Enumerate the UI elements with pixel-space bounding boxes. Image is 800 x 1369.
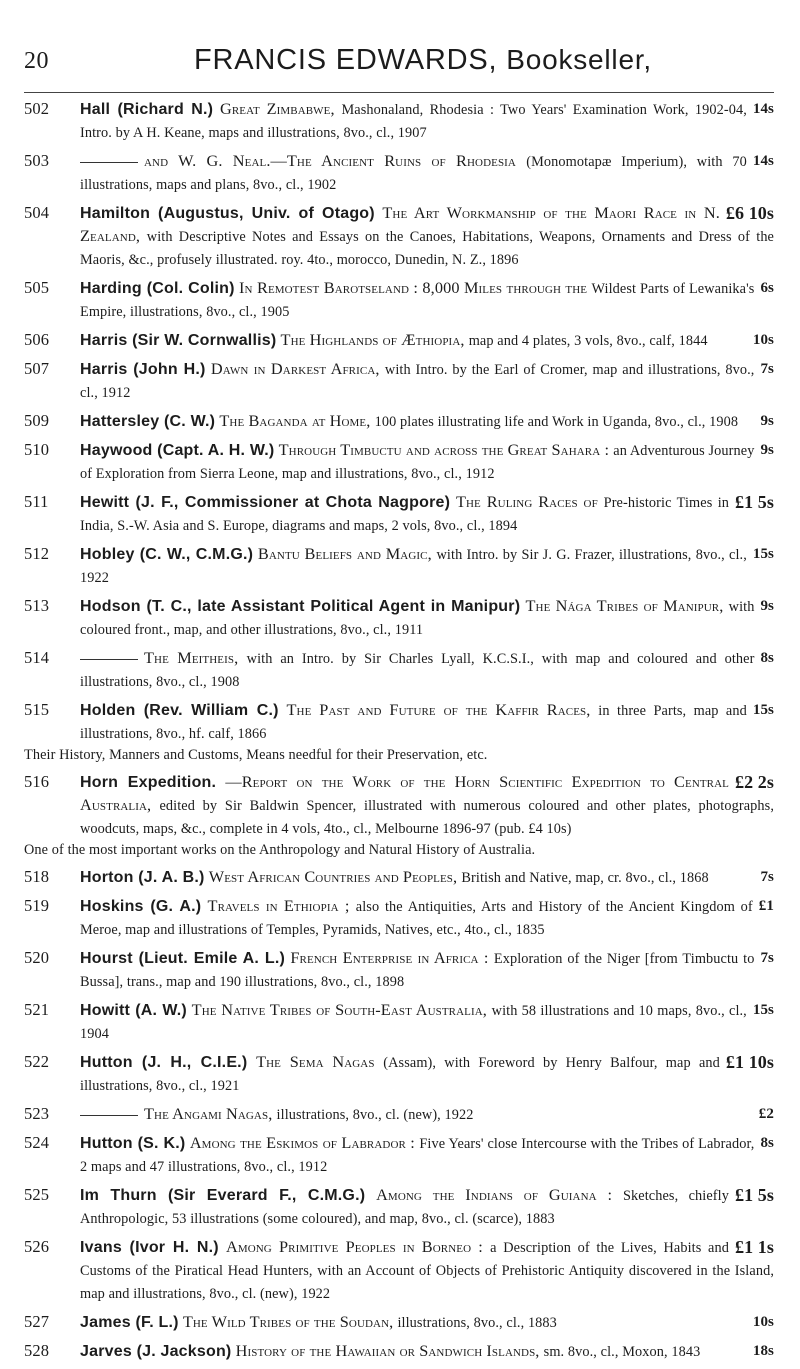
catalogue-entry <box>24 358 774 404</box>
entry-author: Horn Expedition. <box>80 774 217 791</box>
catalogue-entry <box>24 1340 774 1363</box>
entry-price: 7s <box>760 950 774 966</box>
catalogue-entry <box>24 98 774 144</box>
entry-description: sm. 8vo., cl., Moxon, 1843 <box>543 1344 701 1360</box>
entry-author: Harris (Sir W. Cornwallis) <box>80 332 277 349</box>
entry-number: 524 <box>24 1133 50 1152</box>
catalogue-entry <box>24 866 774 889</box>
entry-price: 18s <box>752 1343 774 1359</box>
catalogue-entry <box>24 895 774 941</box>
catalogue-entry <box>24 1103 774 1126</box>
entry-description: (Assam), with Foreword by Henry Balfour, map and illustrations, 8vo., cl., 1921 <box>80 1055 720 1094</box>
entry-author: Hewitt (J. F., Commissioner at Chota Nagpore) <box>80 494 451 511</box>
entry-price: 9s <box>760 442 774 458</box>
catalogue-entry <box>24 699 774 765</box>
catalogue-entry <box>24 1132 774 1178</box>
entry-title: The Wild Tribes of the Soudan, <box>182 1312 394 1331</box>
entry-title: The Native Tribes of South-East Australia, <box>191 1000 487 1019</box>
entry-number: 506 <box>24 330 50 349</box>
entry-description: with coloured front., map, and other illustrations, 8vo., cl., 1911 <box>80 599 755 638</box>
entry-description: Five Years' close Intercourse with the Tribes of Labrador, 2 maps and 47 illustrations, 8vo., cl., 1912 <box>80 1136 755 1175</box>
entry-description: a Description of the Lives, Habits and Customs of the Piratical Head Hunters, with an Account of Objects of Prehistoric Antiquity discovered in the Island, map and illustrations, 8vo., cl. (new), 1922 <box>80 1240 774 1302</box>
entry-body <box>80 1103 774 1126</box>
catalogue-entry <box>24 277 774 323</box>
entry-description: Sketches, chiefly Anthropologic, 53 illustrations (some coloured), and map, 8vo., cl. (scarce), 1883 <box>80 1188 729 1227</box>
entry-title: Travels in Ethiopia ; <box>207 896 350 915</box>
entry-author: Hutton (S. K.) <box>80 1135 186 1152</box>
catalogue-entry <box>24 150 774 196</box>
entry-description: Exploration of the Niger [from Timbuctu to Bussa], trans., map and 190 illustrations, 8vo., cl., 1898 <box>80 951 755 990</box>
page-header <box>24 44 774 84</box>
entry-body <box>80 98 774 144</box>
entry-number: 502 <box>24 99 50 118</box>
entry-body <box>80 277 774 323</box>
entry-title: History of the Hawaiian or Sandwich Islands, <box>235 1341 540 1360</box>
entry-author: James (F. L.) <box>80 1314 179 1331</box>
running-title-name: FRANCIS EDWARDS, <box>194 44 498 76</box>
entry-price: 8s <box>760 1135 774 1151</box>
entry-author: Hoskins (G. A.) <box>80 898 202 915</box>
entry-title: The Ruling Races of <box>455 492 598 511</box>
entry-description: illustrations, 8vo., cl. (new), 1922 <box>276 1107 474 1123</box>
entry-body <box>80 595 774 641</box>
catalogue-entry <box>24 647 774 693</box>
entry-note: One of the most important works on the Anthropology and Natural History of Australia. <box>24 842 536 858</box>
running-title <box>194 44 652 77</box>
entry-body <box>80 491 774 537</box>
entry-author: Jarves (J. Jackson) <box>80 1343 232 1360</box>
entry-price: £1 5s <box>734 1185 774 1205</box>
entry-price: £1 5s <box>734 492 774 512</box>
entry-description: Wildest Parts of Lewanika's Empire, illustrations, 8vo., cl., 1905 <box>80 281 755 320</box>
entry-price: 7s <box>760 361 774 377</box>
entry-number: 509 <box>24 411 50 430</box>
entry-body <box>80 1132 774 1178</box>
entry-author: Im Thurn (Sir Everard F., C.M.G.) <box>80 1187 366 1204</box>
entry-number: 503 <box>24 151 50 170</box>
entry-price: £1 1s <box>734 1237 774 1257</box>
entry-author: Haywood (Capt. A. H. W.) <box>80 442 275 459</box>
entry-body <box>80 1236 774 1305</box>
entry-author: Holden (Rev. William C.) <box>80 702 279 719</box>
entry-author: Harris (John H.) <box>80 361 206 378</box>
entry-title: The Art Workmanship of the Maori Race in N. Zealand, <box>80 203 720 245</box>
entry-title: French Enterprise in Africa : <box>290 948 489 967</box>
entry-number: 518 <box>24 867 50 886</box>
entry-description: British and Native, map, cr. 8vo., cl., 1868 <box>461 870 709 886</box>
entry-body <box>80 358 774 404</box>
entry-number: 515 <box>24 700 50 719</box>
entry-price: £1 10s <box>725 1052 774 1072</box>
entry-description: with an Intro. by Sir Charles Lyall, K.C.S.I., with map and coloured and other illustrations, 8vo., cl., 1908 <box>80 651 755 690</box>
entry-body <box>80 543 774 589</box>
catalogue-entry <box>24 543 774 589</box>
catalogue-entry <box>24 595 774 641</box>
entry-price: 6s <box>760 280 774 296</box>
entry-number: 528 <box>24 1341 50 1360</box>
entry-number: 521 <box>24 1000 50 1019</box>
entry-author: Hutton (J. H., C.I.E.) <box>80 1054 248 1071</box>
entry-title: In Remotest Barotseland : 8,000 Miles through the <box>239 278 588 297</box>
entry-author: Horton (J. A. B.) <box>80 869 205 886</box>
entry-number: 513 <box>24 596 50 615</box>
entry-body <box>80 1311 774 1334</box>
entry-number: 512 <box>24 544 50 563</box>
entry-price: 8s <box>760 650 774 666</box>
entry-number: 527 <box>24 1312 50 1331</box>
entry-number: 510 <box>24 440 50 459</box>
ditto-dash <box>80 162 138 163</box>
entry-price: 9s <box>760 598 774 614</box>
ditto-dash <box>80 1115 138 1116</box>
entry-body <box>80 947 774 993</box>
catalogue-entry <box>24 1311 774 1334</box>
entry-number: 523 <box>24 1104 50 1123</box>
entry-description: with Intro. by the Earl of Cromer, map and illustrations, 8vo., cl., 1912 <box>80 362 755 401</box>
entry-title: The Meitheis, <box>144 648 239 667</box>
catalogue-entry <box>24 947 774 993</box>
entry-price: £2 <box>758 1106 774 1122</box>
entry-title: Bantu Beliefs and Magic, <box>257 544 432 563</box>
entry-title: The Baganda at Home, <box>219 411 371 430</box>
entry-title: Dawn in Darkest Africa, <box>210 359 380 378</box>
entry-author: Harding (Col. Colin) <box>80 280 235 297</box>
entry-body <box>80 1051 774 1097</box>
header-rule <box>24 92 774 93</box>
catalogue-entry <box>24 410 774 433</box>
entry-price: 14s <box>752 153 774 169</box>
catalogue-entry <box>24 202 774 271</box>
entry-body <box>80 1184 774 1230</box>
entry-title: Through Timbuctu and across the Great Sahara : <box>278 440 610 459</box>
entry-number: 516 <box>24 772 50 791</box>
entry-price: 15s <box>752 546 774 562</box>
entry-author: Ivans (Ivor H. N.) <box>80 1239 219 1256</box>
entry-description: Pre-historic Times in India, S.-W. Asia and S. Europe, diagrams and maps, 2 vols, 8vo., cl., 1894 <box>80 495 730 534</box>
entry-body <box>80 202 774 271</box>
entry-title: Among the Eskimos of Labrador : <box>189 1133 415 1152</box>
entry-number: 511 <box>24 492 49 511</box>
entry-price: £1 <box>758 898 774 914</box>
running-title-sub: Bookseller, <box>506 44 652 75</box>
entry-price: 15s <box>752 1002 774 1018</box>
entry-description: with Descriptive Notes and Essays on the Canoes, Habitations, Weapons, Ornaments and Dress of the Maoris, &c., profusely illustrated. roy. 4to., morocco, Dunedin, N. Z., 1896 <box>80 229 775 268</box>
entry-title: The Angami Nagas, <box>144 1104 273 1123</box>
entry-number: 520 <box>24 948 50 967</box>
entry-title: The Highlands of Æthiopia, <box>280 330 465 349</box>
page-number: 20 <box>24 48 49 74</box>
catalogue-entry <box>24 1184 774 1230</box>
entry-body <box>80 866 774 889</box>
entry-description: 100 plates illustrating life and Work in Uganda, 8vo., cl., 1908 <box>374 414 739 430</box>
entry-body <box>80 410 774 433</box>
entry-price: 9s <box>760 413 774 429</box>
entry-body <box>80 999 774 1045</box>
entry-description: edited by Sir Baldwin Spencer, illustrated with numerous coloured and other plates, photographs, woodcuts, maps, &c., complete in 4 vols, 4to., cl., Melbourne 1896-97 (pub. £4 10s) <box>80 798 775 837</box>
entry-price: 7s <box>760 869 774 885</box>
entry-title: Among Primitive Peoples in Borneo : <box>225 1237 483 1256</box>
entry-description: with Intro. by Sir J. G. Frazer, illustrations, 8vo., cl., 1922 <box>80 547 747 586</box>
entry-body <box>80 647 774 693</box>
entry-author: Hodson (T. C., late Assistant Political Agent in Manipur) <box>80 598 521 615</box>
entry-title: The Past and Future of the Kaffir Races, <box>286 700 591 719</box>
entry-note: Their History, Manners and Customs, Means needful for their Preservation, etc. <box>24 747 488 763</box>
entry-body <box>80 1340 774 1363</box>
entry-number: 519 <box>24 896 50 915</box>
entry-price: 10s <box>752 332 774 348</box>
entry-title: The Nága Tribes of Manipur, <box>525 596 724 615</box>
entry-description: (Monomotapæ Imperium), with 70 illustrations, maps and plans, 8vo., cl., 1902 <box>80 154 747 193</box>
entry-body <box>80 895 774 941</box>
entry-number: 505 <box>24 278 50 297</box>
entry-title: West African Countries and Peoples, <box>208 867 458 886</box>
entry-price: £2 2s <box>734 772 774 792</box>
entry-list <box>24 98 774 1363</box>
ditto-dash <box>80 659 138 660</box>
catalogue-entry <box>24 1051 774 1097</box>
entry-description: in three Parts, map and illustrations, 8vo., hf. calf, 1866 <box>80 703 747 742</box>
entry-author: Hamilton (Augustus, Univ. of Otago) <box>80 205 375 222</box>
entry-number: 522 <box>24 1052 50 1071</box>
entry-author: Hall (Richard N.) <box>80 101 214 118</box>
entry-description: with 58 illustrations and 10 maps, 8vo., cl., 1904 <box>80 1003 747 1042</box>
catalogue-entry <box>24 1236 774 1305</box>
catalogue-entry <box>24 491 774 537</box>
catalogue-entry <box>24 329 774 352</box>
entry-number: 526 <box>24 1237 50 1256</box>
entry-price: 10s <box>752 1314 774 1330</box>
entry-description: also the Antiquities, Arts and History of the Ancient Kingdom of Meroe, map and illustrations of Temples, Pyramids, Natives, etc., 4to., cl., 1835 <box>80 899 753 938</box>
entry-author: Hobley (C. W., C.M.G.) <box>80 546 254 563</box>
entry-description: illustrations, 8vo., cl., 1883 <box>397 1315 557 1331</box>
entry-body <box>80 329 774 352</box>
entry-title: and W. G. Neal.—The Ancient Ruins of Rhodesia <box>144 151 516 170</box>
entry-price: 15s <box>752 702 774 718</box>
catalogue-entry <box>24 771 774 860</box>
entry-body <box>80 439 774 485</box>
entry-author: Hourst (Lieut. Emile A. L.) <box>80 950 286 967</box>
entry-number: 514 <box>24 648 50 667</box>
entry-price: £6 10s <box>725 203 774 223</box>
entry-title: —Report on the Work of the Horn Scientific Expedition to Central Australia, <box>80 772 729 814</box>
entry-number: 525 <box>24 1185 50 1204</box>
entry-description: map and 4 plates, 3 vols, 8vo., calf, 1844 <box>468 333 708 349</box>
entry-body <box>80 150 774 196</box>
entry-number: 504 <box>24 203 50 222</box>
entry-price: 14s <box>752 101 774 117</box>
entry-title: The Sema Nagas <box>256 1052 375 1071</box>
catalogue-entry <box>24 999 774 1045</box>
entry-number: 507 <box>24 359 50 378</box>
entry-author: Hattersley (C. W.) <box>80 413 216 430</box>
entry-description: an Adventurous Journey of Exploration from Sierra Leone, map and illustrations, 8vo., cl., 1912 <box>80 443 755 482</box>
entry-title: Great Zimbabwe, <box>220 99 335 118</box>
entry-description: Mashonaland, Rhodesia : Two Years' Examination Work, 1902-04, Intro. by A H. Keane, maps and illustrations, 8vo., cl., 1907 <box>80 102 747 141</box>
catalogue-entry <box>24 439 774 485</box>
entry-title: Among the Indians of Guiana : <box>376 1185 613 1204</box>
entry-author: Howitt (A. W.) <box>80 1002 187 1019</box>
